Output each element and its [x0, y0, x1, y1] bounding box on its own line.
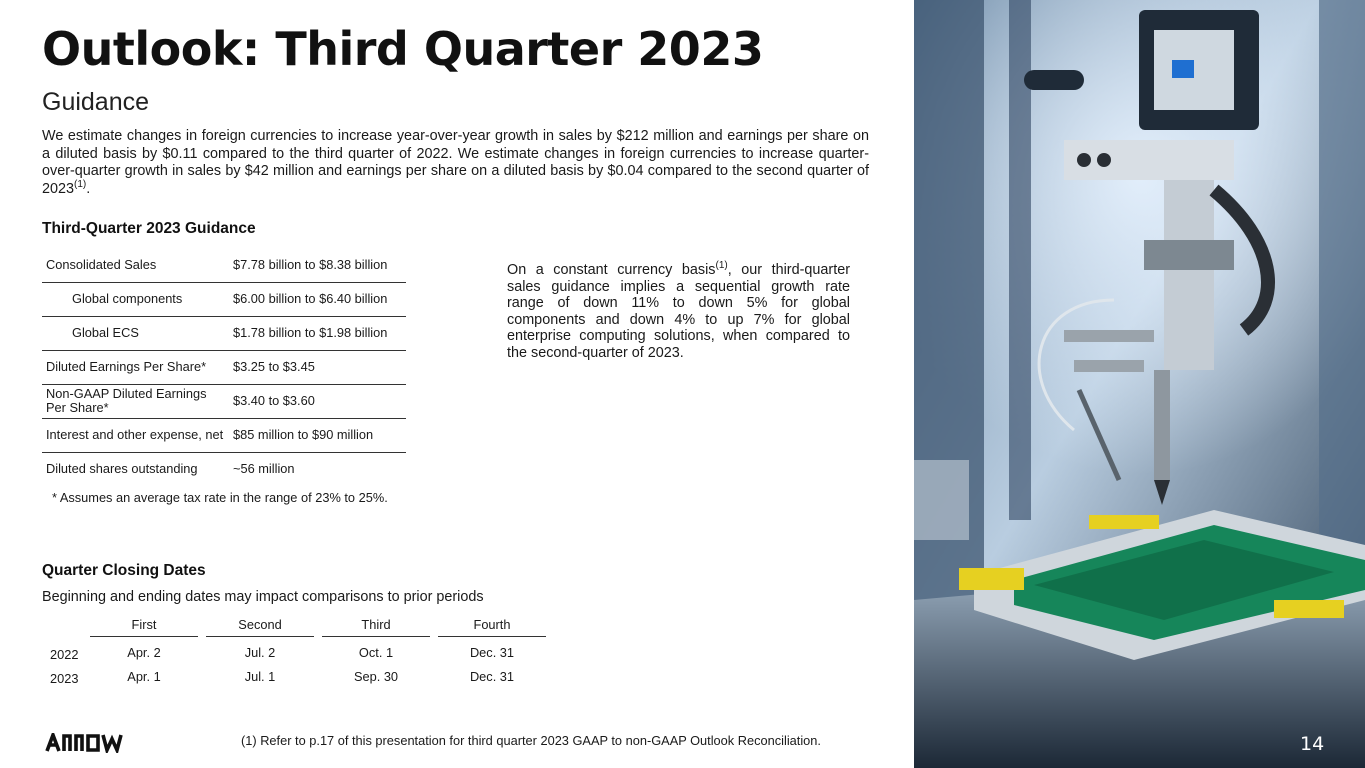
closing-dates-subtitle: Beginning and ending dates may impact comparisons to prior periods [42, 589, 484, 605]
guidance-label: Diluted shares outstanding [46, 461, 198, 477]
column-header: Third [322, 614, 430, 637]
guidance-table [42, 248, 406, 486]
closing-dates-heading: Quarter Closing Dates [42, 562, 206, 579]
page-number: 14 [1300, 733, 1325, 755]
guidance-heading: Third-Quarter 2023 Guidance [42, 220, 256, 237]
table-cell: Oct. 1 [358, 645, 394, 660]
table-cell: Apr. 1 [127, 669, 161, 684]
guidance-label: Consolidated Sales [42, 248, 229, 282]
table-cell: Sep. 30 [353, 669, 399, 684]
guidance-value: $6.00 billion to $6.40 billion [229, 282, 406, 316]
intro-footnote-marker: (1) [74, 178, 87, 190]
intro-end: . [86, 180, 91, 197]
pcb-machine-photo [914, 0, 1365, 768]
guidance-value: $1.78 billion to $1.98 billion [229, 316, 406, 350]
guidance-value: $85 million to $90 million [229, 418, 406, 452]
guidance-value: $3.25 to $3.45 [229, 350, 406, 384]
page-subtitle: Guidance [42, 88, 150, 116]
guidance-value: $7.78 billion to $8.38 billion [229, 248, 406, 282]
table-cell: Jul. 2 [244, 645, 276, 660]
row-year: 2023 [50, 671, 79, 686]
reference-footnote: (1) Refer to p.17 of this presentation for third quarter 2023 GAAP to non-GAAP Outlook Reconciliation. [241, 733, 821, 748]
guidance-value: ~56 million [233, 461, 295, 477]
table-cell: Jul. 1 [244, 669, 276, 684]
table-row [42, 248, 406, 282]
table-row [42, 384, 406, 418]
table-row [42, 350, 406, 384]
table-cell: Dec. 31 [469, 645, 515, 660]
tax-rate-note: * Assumes an average tax rate in the range of 23% to 25%. [52, 490, 388, 505]
guidance-label: Global components [42, 282, 229, 316]
table-row [42, 452, 406, 486]
table-row [42, 282, 406, 316]
guidance-label: Global ECS [42, 316, 229, 350]
guidance-label: Non-GAAP Diluted Earnings Per Share* [42, 384, 229, 418]
constant-currency-paragraph [507, 262, 850, 361]
table-cell: Dec. 31 [469, 669, 515, 684]
table-row [42, 418, 406, 452]
page-title: Outlook: Third Quarter 2023 [42, 22, 764, 76]
cc-footnote-marker: (1) [715, 260, 728, 272]
guidance-label: Diluted Earnings Per Share* [42, 350, 229, 384]
table-cell: Apr. 2 [127, 645, 161, 660]
cc-lead: On a constant currency basis [507, 262, 716, 278]
column-header: Second [206, 614, 314, 637]
row-year: 2022 [50, 647, 79, 662]
column-header: First [90, 614, 198, 637]
cc-text: , our third-quarter sales guidance implies a sequential growth rate range of down 11% to down 5% for global components and down 4% to up 7% for global enterprise computing solutions, when compared to the second-quarter of 2023. [507, 262, 850, 361]
intro-paragraph [42, 128, 869, 198]
column-header: Fourth [438, 614, 546, 637]
guidance-label: Interest and other expense, net [42, 418, 229, 452]
table-row [42, 316, 406, 350]
arrow-logo [45, 733, 131, 753]
intro-text: We estimate changes in foreign currencies to increase year-over-year growth in sales by $212 million and earnings per share on a diluted basis by $0.11 compared to the third quarter of 2022. We estimate changes in foreign currencies to increase quarter-over-quarter growth in sales by $42 million and earnings per share on a diluted basis by $0.04 compared to the second quarter of 2023 [42, 128, 869, 197]
guidance-value: $3.40 to $3.60 [229, 384, 406, 418]
